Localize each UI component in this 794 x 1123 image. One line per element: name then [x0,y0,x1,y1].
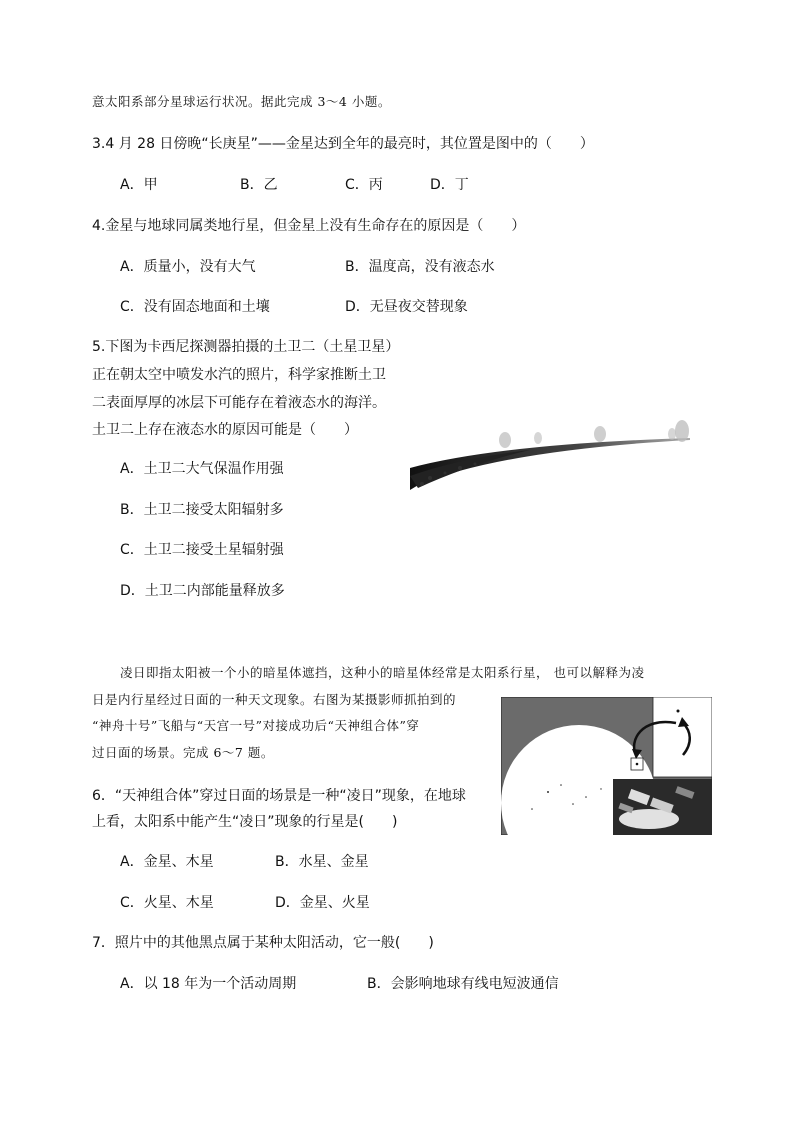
q3-option-c: C．丙 [345,177,383,193]
q4-option-b: B．温度高，没有液态水 [345,259,495,275]
q6-option-c: C．火星、木星 [120,895,214,911]
q4-option-a: A．质量小，没有大气 [120,259,256,275]
question-5-stem-line-3: 二表面厚厚的冰层下可能存在着液态水的海洋。 [92,395,386,411]
q4-option-d: D．无昼夜交替现象 [345,299,468,315]
question-6-stem-line-1: 6．“天神组合体”穿过日面的场景是一种“凌日”现象，在地球 [92,788,466,804]
intro-6-7-line-3: “神舟十号”飞船与“天宫一号”对接成功后“天神组合体”穿 [92,718,420,733]
intro-6-7-line-2: 日是内行星经过日面的一种天文现象。右图为某摄影师抓拍到的 [92,692,457,707]
question-7-stem: 7．照片中的其他黑点属于某种太阳活动，它一般( ) [92,935,434,951]
sun-transit-photo [501,697,712,835]
q6-option-a: A．金星、木星 [120,854,214,870]
q4-option-c: C．没有固态地面和土壤 [120,299,270,315]
q3-option-b: B．乙 [240,177,278,193]
intro-3-4: 意太阳系部分星球运行状况。据此完成 3～4 小题。 [92,94,391,109]
question-4-stem: 4.金星与地球同属类地行星，但金星上没有生命存在的原因是（ ） [92,218,526,234]
q7-option-a: A．以 18 年为一个活动周期 [120,976,297,992]
q5-option-a: A．土卫二大气保温作用强 [120,461,284,477]
intro-6-7-line-4: 过日面的场景。完成 6～7 题。 [92,745,274,760]
question-3-stem: 3.4 月 28 日傍晚“长庚星”——金星达到全年的最亮时，其位置是图中的（ ） [92,136,594,152]
question-5-stem-line-2: 正在朝太空中喷发水汽的照片，科学家推断土卫 [92,367,386,383]
q6-option-b: B．水星、金星 [275,854,369,870]
q7-option-b: B．会影响地球有线电短波通信 [367,976,559,992]
q5-option-c: C．土卫二接受土星辐射强 [120,542,284,558]
question-5-stem-line-1: 5.下图为卡西尼探测器拍摄的土卫二（土星卫星） [92,339,400,355]
q5-option-d: D．土卫二内部能量释放多 [120,583,285,599]
q5-option-b: B．土卫二接受太阳辐射多 [120,502,284,518]
question-6-stem-line-2: 上看，太阳系中能产生“凌日”现象的行星是( ) [92,814,398,830]
question-5-stem-line-4: 土卫二上存在液态水的原因可能是（ ） [92,422,358,438]
enceladus-photo [410,418,695,493]
intro-6-7-line-1: 凌日即指太阳被一个小的暗星体遮挡，这种小的暗星体经常是太阳系行星， 也可以解释为凌 [120,665,645,680]
q3-option-d: D．丁 [430,177,469,193]
q3-option-a: A．甲 [120,177,158,193]
q6-option-d: D．金星、火星 [275,895,370,911]
